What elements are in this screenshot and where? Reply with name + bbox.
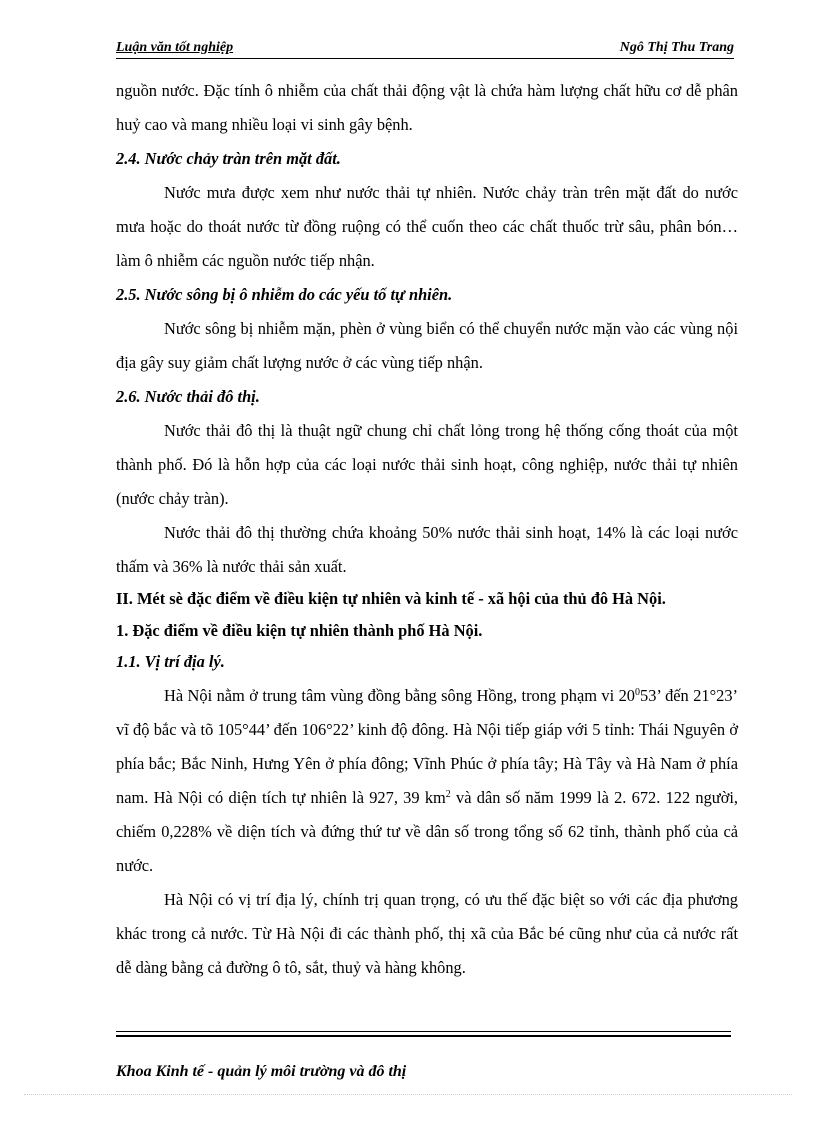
paragraph-continued: nguồn nước. Đặc tính ô nhiễm của chất thải động vật là chứa hàm lượng chất hữu cơ dễ phân huỷ cao và mang nhiều loại vi sinh gây bệnh. — [116, 81, 738, 134]
paragraph-location — [116, 679, 738, 883]
heading-section-II: II. Mét sè đặc điểm về điều kiện tự nhiên và kinh tế - xã hội của thủ đô Hà Nội. — [116, 589, 666, 608]
footer-divider-thin — [116, 1031, 731, 1032]
page-content — [116, 74, 738, 985]
heading-1-1: 1.1. Vị trí địa lý. — [116, 652, 225, 671]
header-thesis-title: Luận văn tốt nghiệp — [116, 40, 234, 55]
page-bottom-border — [24, 1094, 792, 1095]
area-superscript: 2 — [445, 789, 451, 800]
location-text-a: Hà Nội nằm ở trung tâm vùng đồng bằng sông Hồng, trong phạm vi 20 — [164, 686, 636, 705]
heading-1: 1. Đặc điểm về điều kiện tự nhiên thành phố Hà Nội. — [116, 621, 483, 640]
degree-superscript: 0 — [635, 687, 641, 698]
paragraph-urban-wastewater: Nước thải đô thị là thuật ngữ chung chỉ chất lỏng trong hệ thống cống thoát của một thành phố. Đó là hỗn hợp của các loại nước thải sinh hoạt, công nghiệp, nước thải tự nhiên (nước chảy tràn). — [116, 421, 738, 508]
page-header — [116, 38, 734, 60]
paragraph-river-pollution: Nước sông bị nhiễm mặn, phèn ở vùng biển có thể chuyển nước mặn vào các vùng nội địa gây suy giảm chất lượng nước ở các vùng tiếp nhận. — [116, 319, 738, 372]
location-text-c: và dân số năm 1999 là 2. 672. 122 người, chiếm 0,228% về diện tích và đứng thứ tư về dân số trong tổng số 62 tỉnh, thành phố của cả nước. — [116, 788, 739, 875]
paragraph-position: Hà Nội có vị trí địa lý, chính trị quan trọng, có ưu thế đặc biệt so với các địa phương khác trong cả nước. Từ Hà Nội đi các thành phố, thị xã của Bắc bé cũng như của cả nước rất dễ dàng bằng cả đường ô tô, sắt, thuỷ và hàng không. — [116, 890, 738, 977]
footer-divider-thick — [116, 1035, 731, 1037]
header-author-name: Ngô Thị Thu Trang — [619, 40, 734, 55]
heading-2-5: 2.5. Nước sông bị ô nhiễm do các yếu tố tự nhiên. — [116, 285, 453, 304]
location-text-b: 53’ đến 21°23’ vĩ độ bắc và tõ 105°44’ đến 106°22’ kinh độ đông. Hà Nội tiếp giáp với 5 tỉnh: Thái Nguyên ở phía bắc; Bắc Ninh, Hưng Yên ở phía đông; Vĩnh Phúc ở phía tây; Hà Tây và Hà Nam ở phía nam. Hà Nội có diện tích tự nhiên là 927, 39 km — [116, 686, 738, 807]
heading-2-4: 2.4. Nước chảy tràn trên mặt đất. — [116, 149, 341, 168]
header-divider — [116, 58, 734, 59]
page-footer: Khoa Kinh tế - quản lý môi trường và đô thị — [116, 1063, 407, 1080]
heading-2-6: 2.6. Nước thải đô thị. — [116, 387, 260, 406]
paragraph-runoff: Nước mưa được xem như nước thải tự nhiên. Nước chảy tràn trên mặt đất do nước mưa hoặc do thoát nước từ đồng ruộng có thể cuốn theo các chất thuốc trừ sâu, phân bón… làm ô nhiễm các nguồn nước tiếp nhận. — [116, 183, 738, 270]
paragraph-urban-composition: Nước thải đô thị thường chứa khoảng 50% nước thải sinh hoạt, 14% là các loại nước thấm và 36% là nước thải sản xuất. — [116, 523, 738, 576]
